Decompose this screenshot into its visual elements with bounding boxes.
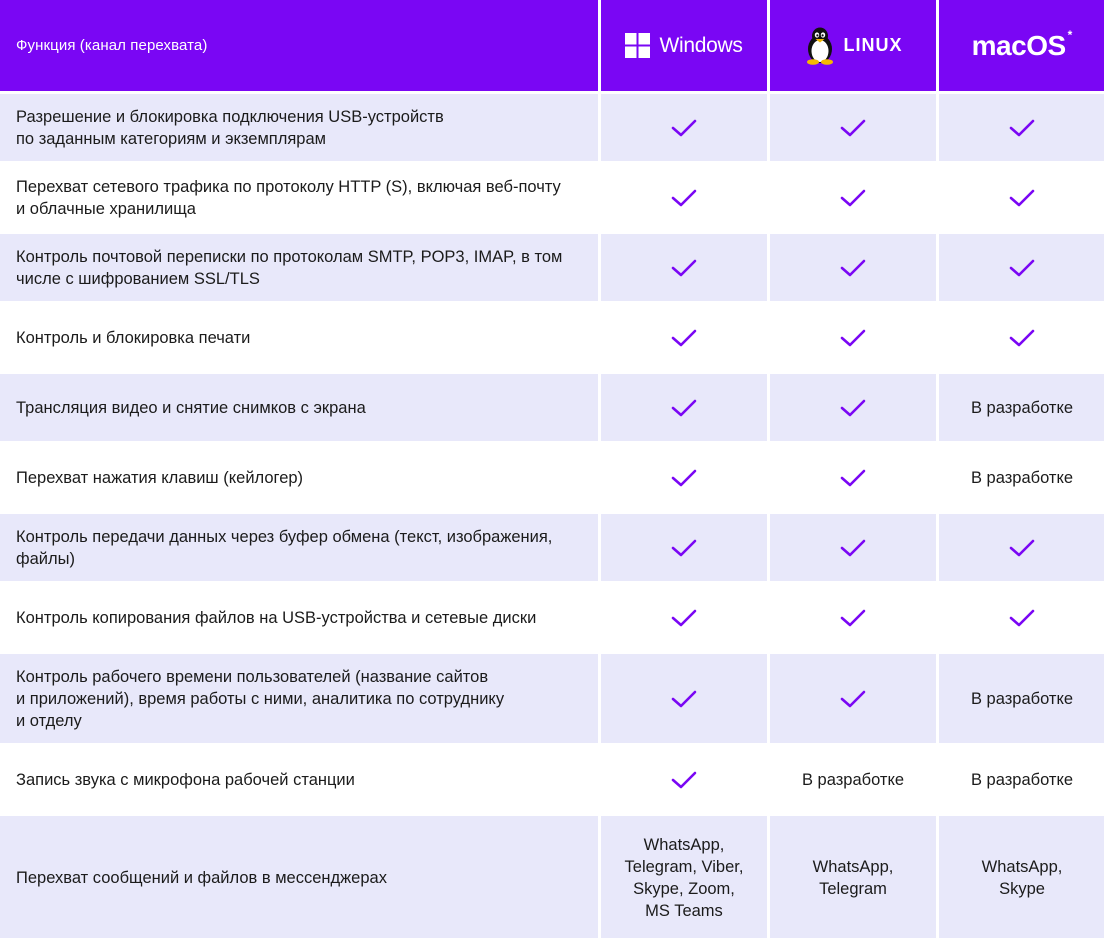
macos-label: macOS (971, 29, 1066, 61)
checkmark-icon (1008, 257, 1036, 279)
linux-cell (770, 234, 936, 301)
feature-cell (0, 94, 598, 161)
feature-cell (0, 234, 598, 301)
header-function-cell (0, 0, 598, 91)
linux-cell (770, 816, 936, 938)
windows-cell (601, 654, 767, 743)
feature-cell (0, 164, 598, 231)
feature-text: Перехват сообщений и файлов в мессенджерах (16, 868, 387, 887)
messengers-list: WhatsApp, Telegram, Viber, Skype, Zoom, MS Teams (624, 835, 744, 920)
feature-cell (0, 304, 598, 371)
macos-cell (939, 164, 1104, 231)
linux-cell (770, 584, 936, 651)
feature-text: Контроль рабочего времени пользователей (название сайтов и приложений), время работы с ними, аналитика по сотруднику и отделу (16, 667, 505, 730)
macos-cell (939, 654, 1104, 743)
feature-cell (0, 584, 598, 651)
macos-logo (971, 27, 1073, 62)
in-development-status: В разработке (970, 770, 1074, 789)
feature-cell (0, 514, 598, 581)
checkmark-icon (839, 607, 867, 629)
feature-text: Трансляция видео и снятие снимков с экрана (16, 398, 366, 417)
messengers-list: WhatsApp, Skype (981, 857, 1063, 898)
feature-text: Запись звука с микрофона рабочей станции (16, 770, 355, 789)
checkmark-icon (670, 467, 698, 489)
windows-cell (601, 444, 767, 511)
windows-cell (601, 816, 767, 938)
header-function-label: Функция (канал перехвата) (16, 37, 208, 54)
macos-cell (939, 444, 1104, 511)
linux-cell (770, 654, 936, 743)
checkmark-icon (670, 257, 698, 279)
checkmark-icon (670, 397, 698, 419)
feature-text: Разрешение и блокировка подключения USB-устройств по заданным категориям и экземплярам (16, 107, 444, 148)
in-development-status: В разработке (970, 689, 1074, 708)
windows-label: Windows (659, 33, 743, 57)
checkmark-icon (839, 688, 867, 710)
macos-cell (939, 584, 1104, 651)
macos-cell (939, 514, 1104, 581)
windows-cell (601, 234, 767, 301)
feature-text: Перехват сетевого трафика по протоколу HTTP (S), включая веб-почту и облачные хранилища (16, 177, 561, 218)
feature-cell (0, 374, 598, 441)
header-windows-cell (601, 0, 767, 91)
macos-cell (939, 94, 1104, 161)
tux-penguin-icon (804, 27, 836, 65)
checkmark-icon (1008, 327, 1036, 349)
in-development-status: В разработке (970, 398, 1074, 417)
checkmark-icon (1008, 607, 1036, 629)
checkmark-icon (839, 397, 867, 419)
macos-cell (939, 304, 1104, 371)
header-macos-cell (939, 0, 1104, 91)
feature-cell (0, 654, 598, 743)
checkmark-icon (839, 537, 867, 559)
checkmark-icon (670, 327, 698, 349)
feature-cell (0, 816, 598, 938)
feature-text: Контроль и блокировка печати (16, 328, 251, 347)
in-development-status: В разработке (970, 468, 1074, 487)
linux-cell (770, 304, 936, 371)
linux-cell (770, 94, 936, 161)
windows-logo-icon (625, 33, 650, 58)
linux-cell (770, 444, 936, 511)
windows-cell (601, 164, 767, 231)
windows-cell (601, 584, 767, 651)
windows-cell (601, 514, 767, 581)
checkmark-icon (670, 187, 698, 209)
windows-cell (601, 374, 767, 441)
checkmark-icon (1008, 187, 1036, 209)
windows-cell (601, 304, 767, 371)
header-linux-cell (770, 0, 936, 91)
checkmark-icon (670, 607, 698, 629)
linux-cell (770, 164, 936, 231)
checkmark-icon (839, 187, 867, 209)
checkmark-icon (670, 769, 698, 791)
windows-logo (625, 33, 742, 58)
feature-text: Контроль передачи данных через буфер обмена (текст, изображения, файлы) (16, 527, 553, 568)
linux-cell (770, 746, 936, 813)
checkmark-icon (670, 537, 698, 559)
checkmark-icon (670, 117, 698, 139)
macos-cell (939, 374, 1104, 441)
feature-text: Контроль почтовой переписки по протоколам SMTP, POP3, IMAP, в том числе с шифрованием SSL/TLS (16, 247, 563, 288)
checkmark-icon (839, 257, 867, 279)
feature-cell (0, 746, 598, 813)
messengers-list: WhatsApp, Telegram (812, 857, 894, 898)
checkmark-icon (839, 467, 867, 489)
macos-cell (939, 816, 1104, 938)
feature-text: Контроль копирования файлов на USB-устройства и сетевые диски (16, 608, 537, 627)
macos-cell (939, 746, 1104, 813)
linux-logo (804, 27, 903, 65)
macos-cell (939, 234, 1104, 301)
checkmark-icon (1008, 117, 1036, 139)
feature-cell (0, 444, 598, 511)
feature-text: Перехват нажатия клавиш (кейлогер) (16, 468, 304, 487)
checkmark-icon (839, 327, 867, 349)
linux-label: LINUX (843, 35, 903, 55)
checkmark-icon (670, 688, 698, 710)
linux-cell (770, 514, 936, 581)
windows-cell (601, 746, 767, 813)
linux-cell (770, 374, 936, 441)
checkmark-icon (839, 117, 867, 139)
windows-cell (601, 94, 767, 161)
macos-footnote-mark: * (1067, 27, 1073, 42)
in-development-status: В разработке (801, 770, 905, 789)
checkmark-icon (1008, 537, 1036, 559)
